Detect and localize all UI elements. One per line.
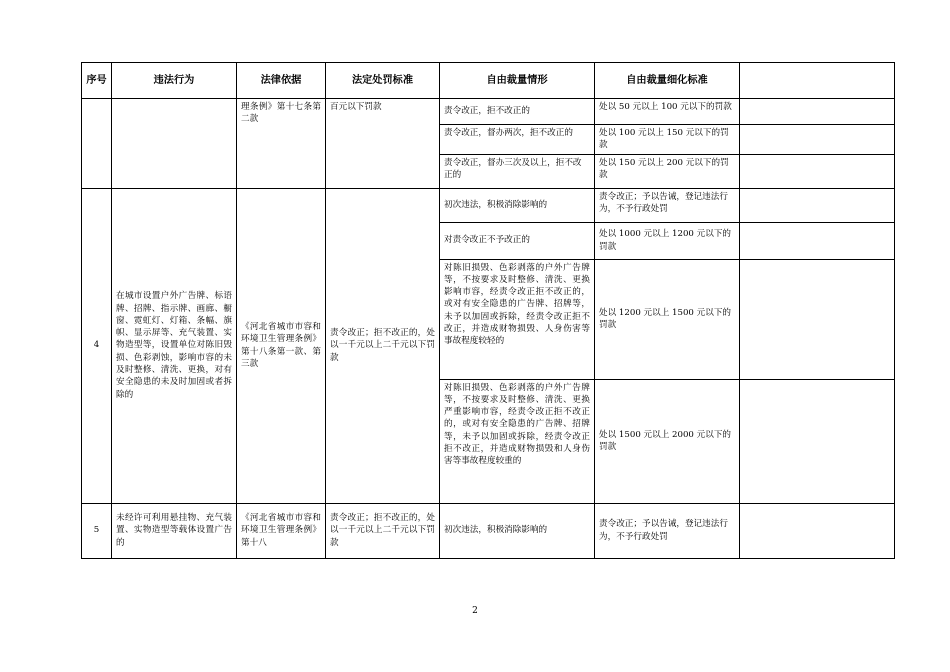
row5-legal-basis: 《河北省城市市容和环境卫生管理条例》第十八 — [237, 503, 326, 558]
header-legal-basis: 法律依据 — [237, 63, 326, 99]
row4-blank-3 — [740, 259, 895, 379]
cont-detail-3: 处以 150 元以上 200 元以下的罚款 — [595, 154, 740, 188]
table-row — [82, 99, 895, 125]
row4-circumstance-4: 对陈旧损毁、色彩剥落的户外广告牌等，不按要求及时整修、清洗、更换严重影响市容，经责令改正拒不改正的，或对有安全隐患的广告牌、招牌等，未予以加固或拆除，经责令改正拒不改正，并造成财物损毁和人身伤害等事故程度较重的 — [440, 379, 595, 503]
cont-circumstance-3: 责令改正，督办三次及以上，拒不改正的 — [440, 154, 595, 188]
row5-violation: 未经许可利用悬挂物、充气装置、实物造型等载体设置广告的 — [112, 503, 237, 558]
cont-statutory-penalty: 百元以下罚款 — [326, 99, 440, 189]
row5-circumstance: 初次违法，积极消除影响的 — [440, 503, 595, 558]
page-number: 2 — [472, 606, 478, 616]
row4-detail-3: 处以 1200 元以上 1500 元以下的罚款 — [595, 259, 740, 379]
cont-circumstance-2: 责令改正，督办两次，拒不改正的 — [440, 125, 595, 155]
row4-blank-4 — [740, 379, 895, 503]
row5-detail: 责令改正；予以告诫，登记违法行为，不予行政处罚 — [595, 503, 740, 558]
header-statutory-penalty: 法定处罚标准 — [326, 63, 440, 99]
cont-num-cell — [82, 99, 112, 189]
table-row — [82, 503, 895, 558]
row4-serial-number: 4 — [82, 188, 112, 503]
row4-legal-basis: 《河北省城市市容和环境卫生管理条例》第十八条第一款、第三款 — [237, 188, 326, 503]
cont-blank-2 — [740, 125, 895, 155]
row4-statutory-penalty: 责令改正；拒不改正的，处以一千元以上二千元以下罚款 — [326, 188, 440, 503]
cont-blank-1 — [740, 99, 895, 125]
cont-circumstance-1: 责令改正，拒不改正的 — [440, 99, 595, 125]
row4-blank-2 — [740, 222, 895, 259]
cont-act-cell — [112, 99, 237, 189]
row4-detail-4: 处以 1500 元以上 2000 元以下的罚款 — [595, 379, 740, 503]
header-serial-number: 序号 — [82, 63, 112, 99]
row4-detail-1: 责令改正；予以告诫，登记违法行为，不予行政处罚 — [595, 188, 740, 222]
header-discretion-circumstance: 自由裁量情形 — [440, 63, 595, 99]
cont-detail-1: 处以 50 元以上 100 元以下的罚款 — [595, 99, 740, 125]
row4-circumstance-1: 初次违法，积极消除影响的 — [440, 188, 595, 222]
row4-violation: 在城市设置户外广告牌、标语牌、招牌、指示牌、画廊、橱窗、霓虹灯、灯箱、条幅、旗帜、显示屏等、充气装置、实物造型等，设置单位对陈旧毁损、色彩剥蚀，影响市容的未及时整修、清洗、更换，对有安全隐患的未及时加固或者拆除的 — [112, 188, 237, 503]
row5-blank — [740, 503, 895, 558]
header-violation: 违法行为 — [112, 63, 237, 99]
table-header-row — [82, 63, 895, 99]
penalty-standards-table — [81, 62, 895, 559]
row4-detail-2: 处以 1000 元以上 1200 元以下的罚款 — [595, 222, 740, 259]
row4-blank-1 — [740, 188, 895, 222]
row5-serial-number: 5 — [82, 503, 112, 558]
cont-legal-basis: 理条例》第十七条第二款 — [237, 99, 326, 189]
header-blank — [740, 63, 895, 99]
row5-statutory-penalty: 责令改正；拒不改正的，处以一千元以上二千元以下罚款 — [326, 503, 440, 558]
header-discretion-detail: 自由裁量细化标准 — [595, 63, 740, 99]
row4-circumstance-2: 对责令改正不予改正的 — [440, 222, 595, 259]
table-row — [82, 188, 895, 222]
row4-circumstance-3: 对陈旧损毁、色彩剥落的户外广告牌等，不按要求及时整修、清洗、更换影响市容，经责令改正拒不改正的，或对有安全隐患的广告牌、招牌等，未予以加固或拆除，经责令改正拒不改正，并造成财物损毁、人身伤害等事故程度较轻的 — [440, 259, 595, 379]
cont-blank-3 — [740, 154, 895, 188]
cont-detail-2: 处以 100 元以上 150 元以下的罚款 — [595, 125, 740, 155]
